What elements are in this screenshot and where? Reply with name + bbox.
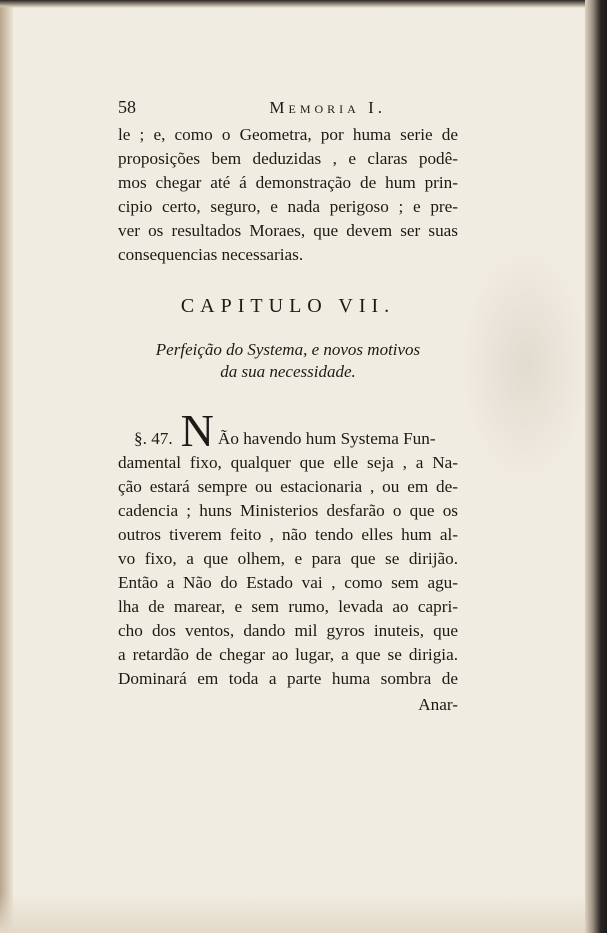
text-line: ção estará sempre ou estacionaria , ou em de-	[118, 477, 458, 496]
subtitle-line: da sua necessidade.	[220, 362, 356, 381]
drop-cap: N	[180, 405, 214, 456]
bottom-shade	[0, 893, 607, 933]
top-edge	[0, 0, 607, 8]
chapter-heading: CAPITULO VII.	[180, 295, 396, 317]
show-through	[460, 245, 590, 485]
next-page-edge	[585, 0, 607, 933]
page-number: 58	[118, 97, 136, 117]
running-title: Memoria I.	[269, 98, 386, 117]
subtitle-line: Perfeição do Systema, e novos motivos	[155, 340, 421, 359]
text-line: mos chegar até á demonstração de hum prin-	[118, 173, 458, 192]
text-line: a retardão de chegar ao lugar, a que se dirigia.	[118, 645, 458, 664]
chapter-subtitle	[118, 339, 458, 383]
text-line: le ; e, como o Geometra, por huma serie de	[118, 125, 458, 144]
text-line: vo fixo, a que olhem, e para que se dirijão.	[118, 549, 458, 568]
text-line: outros tiverem feito , não tendo elles hum al-	[118, 525, 458, 544]
text-line: cadencia ; huns Ministerios desfarão o que os	[118, 501, 458, 520]
text-line: damental fixo, qualquer que elle seja , a Na-	[118, 453, 458, 472]
text-line: consequencias necessarias.	[118, 245, 304, 264]
catchword: Anar-	[418, 695, 458, 714]
paragraph-first-line	[118, 405, 458, 456]
page-text-block	[118, 95, 458, 717]
text-line: Dominará em toda a parte huma sombra de	[118, 669, 458, 688]
section-mark: §. 47.	[134, 429, 173, 448]
text-line: cho dos ventos, dando mil gyros inuteis, que	[118, 621, 458, 640]
text-line: Então a Não do Estado vai , como sem agu-	[118, 573, 458, 592]
text-line: ver os resultados Moraes, que devem ser suas	[118, 221, 458, 240]
binding-edge	[0, 0, 13, 933]
first-line-text: Ão havendo hum Systema Fun-	[217, 429, 436, 448]
text-line: lha de marear, e sem rumo, levada ao capri-	[118, 597, 458, 616]
continuation-text	[118, 123, 458, 267]
text-line: proposições bem deduzidas , e claras podê-	[118, 149, 458, 168]
running-header	[118, 95, 386, 123]
text-line: cipio certo, seguro, e nada perigoso ; e pre-	[118, 197, 458, 216]
paragraph	[118, 405, 458, 717]
